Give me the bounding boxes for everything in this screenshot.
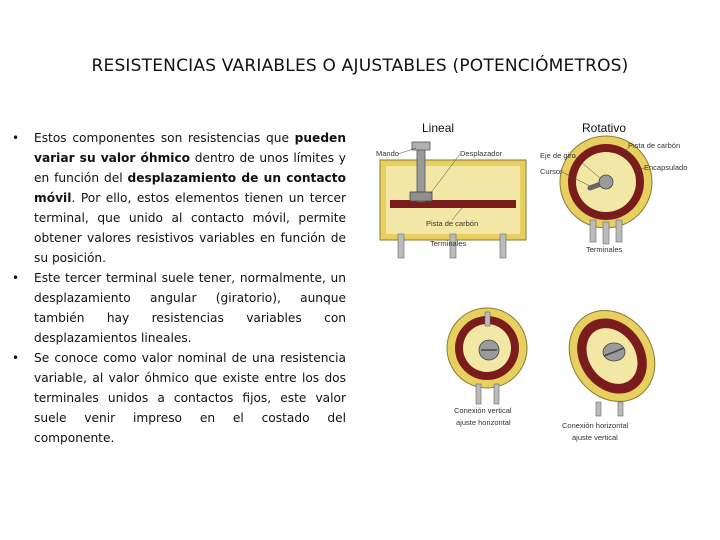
linear-knob [412, 142, 430, 150]
rotary-potentiometer [540, 121, 687, 254]
linear-cursor [410, 192, 432, 201]
trimmer-horizontal [552, 294, 673, 442]
label-cursor: Cursor [540, 167, 563, 176]
slide-title: RESISTENCIAS VARIABLES O AJUSTABLES (POTENCIÓMETROS) [91, 56, 629, 76]
potentiometer-figure [372, 112, 702, 462]
linear-terminal [500, 234, 506, 258]
label-desplazador: Desplazador [460, 149, 503, 158]
label-eje-giro: Eje de giro [540, 151, 576, 160]
label-terminales-lineal: Terminales [430, 239, 467, 248]
linear-potentiometer [376, 121, 526, 258]
label-mando: Mando [376, 149, 399, 158]
bullet-item: • Estos componentes son resistencias que pueden variar su valor óhmico dentro de unos límites y en función del desplazamiento de un contacto móvil. Por ello, estos elementos tienen un tercer terminal, que unido al contacto móvil, permite obtener valores resistivos variables en función de su posición. [12, 128, 346, 268]
trimmer-vertical [447, 308, 527, 427]
linear-carbon-track [390, 200, 516, 208]
label-encapsulado: Encapsulado [644, 163, 688, 172]
label-ajuste-horizontal: ajuste horizontal [456, 418, 511, 427]
bullet-item: • Este tercer terminal suele tener, normalmente, un desplazamiento angular (giratorio), aunque también hay resistencias variables con desplazamientos lineales. [12, 268, 346, 348]
bullet-list [12, 128, 346, 448]
label-pista-lineal: Pista de carbón [426, 219, 479, 228]
label-pista-rotativo: Pista de carbón [628, 141, 681, 150]
bullet-marker: • [12, 131, 20, 145]
rotary-terminal [616, 220, 622, 242]
rotary-axis [599, 175, 613, 189]
rotary-terminal [603, 222, 609, 244]
label-conexion-horizontal: Conexión horizontal [562, 421, 629, 430]
bullet-marker: • [12, 351, 20, 365]
linear-heading: Lineal [422, 121, 455, 135]
bullet-marker: • [12, 271, 20, 285]
label-ajuste-vertical: ajuste vertical [572, 433, 618, 442]
rotary-heading: Rotativo [582, 121, 627, 135]
linear-terminal [398, 234, 404, 258]
label-terminales-rotativo: Terminales [586, 245, 623, 254]
label-conexion-vertical: Conexión vertical [454, 406, 512, 415]
rotary-terminal [590, 220, 596, 242]
bullet-item: • Se conoce como valor nominal de una resistencia variable, al valor óhmico que existe entre los dos terminales unidos a contactos fijos, este valor suele venir impreso en el costado del componente. [12, 348, 346, 448]
